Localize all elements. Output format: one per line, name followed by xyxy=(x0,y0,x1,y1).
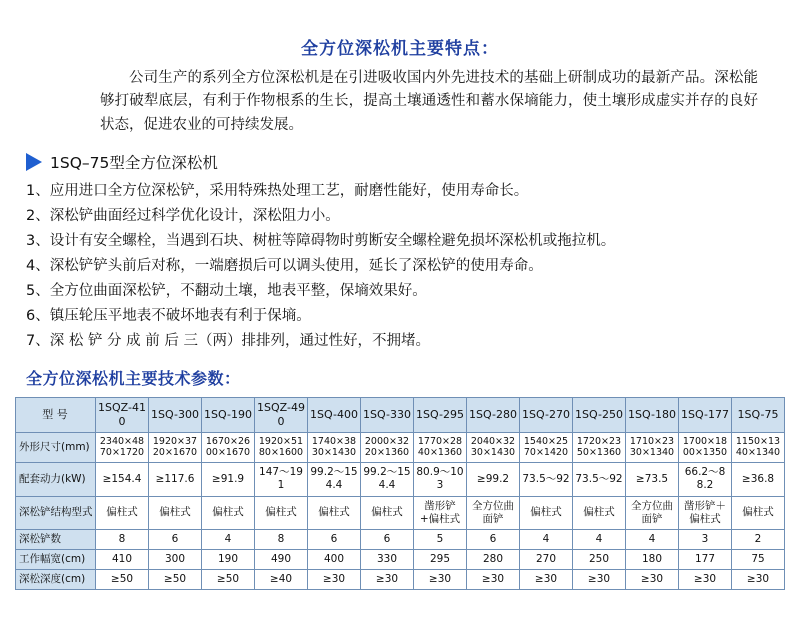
table-cell: 4 xyxy=(573,529,626,549)
table-cell: 4 xyxy=(626,529,679,549)
table-cell: 5 xyxy=(414,529,467,549)
table-cell: 8 xyxy=(96,529,149,549)
table-cell: 偏柱式 xyxy=(149,496,202,529)
table-cell: ≥73.5 xyxy=(626,463,679,496)
list-item: 7、深 松 铲 分 成 前 后 三（两）排排列，通过性好，不拥堵。 xyxy=(26,333,430,350)
table-cell: 偏柱式 xyxy=(361,496,414,529)
table-cell: 177 xyxy=(679,549,732,569)
table-header-cell: 1SQZ-490 xyxy=(255,398,308,433)
table-header-cell: 型 号 xyxy=(16,398,96,433)
table-cell: ≥30 xyxy=(520,570,573,590)
table-cell: 1700×1800×1350 xyxy=(679,432,732,463)
list-item: 5、全方位曲面深松铲，不翻动土壤，地表平整，保墒效果好。 xyxy=(26,283,427,300)
table-cell: 295 xyxy=(414,549,467,569)
table-cell: 1920×5180×1600 xyxy=(255,432,308,463)
table-cell: ≥36.8 xyxy=(732,463,785,496)
table-cell: ≥30 xyxy=(361,570,414,590)
row-label: 深松深度(cm) xyxy=(16,570,96,590)
model-name-label: 1SQ–75型全方位深松机 xyxy=(50,154,218,173)
table-cell: 凿形铲+偏柱式 xyxy=(414,496,467,529)
table-cell: ≥50 xyxy=(202,570,255,590)
table-cell: 6 xyxy=(361,529,414,549)
row-label: 深松铲结构型式 xyxy=(16,496,96,529)
table-cell: 147～191 xyxy=(255,463,308,496)
table-cell: ≥40 xyxy=(255,570,308,590)
table-cell: 280 xyxy=(467,549,520,569)
table-cell: 1720×2350×1360 xyxy=(573,432,626,463)
table-cell: ≥30 xyxy=(308,570,361,590)
table-cell: 1670×2600×1670 xyxy=(202,432,255,463)
table-cell: 250 xyxy=(573,549,626,569)
table-row xyxy=(16,463,785,496)
table-cell: 490 xyxy=(255,549,308,569)
table-cell: 300 xyxy=(149,549,202,569)
table-cell: 2040×3230×1430 xyxy=(467,432,520,463)
list-item: 6、镇压轮压平地表不破坏地表有利于保墒。 xyxy=(26,308,311,325)
list-item: 3、设计有安全螺栓，当遇到石块、树桩等障碍物时剪断安全螺栓避免损坏深松机或拖拉机。 xyxy=(26,233,616,250)
table-cell: ≥50 xyxy=(96,570,149,590)
table-header-cell: 1SQ-250 xyxy=(573,398,626,433)
table-header-cell: 1SQZ-410 xyxy=(96,398,149,433)
table-cell: ≥154.4 xyxy=(96,463,149,496)
table-header-cell: 1SQ-270 xyxy=(520,398,573,433)
table-cell: 1770×2840×1360 xyxy=(414,432,467,463)
row-label: 深松铲数 xyxy=(16,529,96,549)
table-row xyxy=(16,496,785,529)
table-cell: 190 xyxy=(202,549,255,569)
table-cell: 2340×4870×1720 xyxy=(96,432,149,463)
table-row xyxy=(16,570,785,590)
feature-list xyxy=(26,179,770,354)
table-cell: ≥30 xyxy=(732,570,785,590)
table-cell: 偏柱式 xyxy=(255,496,308,529)
table-cell: 99.2～154.4 xyxy=(308,463,361,496)
table-header-cell: 1SQ-180 xyxy=(626,398,679,433)
table-cell: 80.9～103 xyxy=(414,463,467,496)
table-header-cell: 1SQ-190 xyxy=(202,398,255,433)
list-item: 1、应用进口全方位深松铲，采用特殊热处理工艺，耐磨性能好，使用寿命长。 xyxy=(26,183,529,200)
table-cell: 180 xyxy=(626,549,679,569)
table-cell: 全方位曲面铲 xyxy=(467,496,520,529)
table-cell: 4 xyxy=(520,529,573,549)
page-title: 全方位深松机主要特点： xyxy=(301,39,499,59)
table-cell: ≥30 xyxy=(467,570,520,590)
document-page xyxy=(0,34,800,634)
table-cell: 6 xyxy=(467,529,520,549)
table-cell: 全方位曲面铲 xyxy=(626,496,679,529)
table-cell: ≥30 xyxy=(414,570,467,590)
row-label: 工作幅宽(cm) xyxy=(16,549,96,569)
table-cell: 凿形铲＋偏柱式 xyxy=(679,496,732,529)
table-header-cell: 1SQ-177 xyxy=(679,398,732,433)
spec-section-title: 全方位深松机主要技术参数： xyxy=(26,369,241,389)
table-cell: 66.2～88.2 xyxy=(679,463,732,496)
list-item: 4、深松铲铲头前后对称，一端磨损后可以调头使用，延长了深松铲的使用寿命。 xyxy=(26,258,543,275)
spec-table xyxy=(15,397,785,590)
row-label: 外形尺寸(mm) xyxy=(16,432,96,463)
table-row xyxy=(16,549,785,569)
table-header-cell: 1SQ-300 xyxy=(149,398,202,433)
table-cell: 2 xyxy=(732,529,785,549)
table-cell: 6 xyxy=(308,529,361,549)
table-cell: 270 xyxy=(520,549,573,569)
table-header-cell: 1SQ-330 xyxy=(361,398,414,433)
table-cell: 偏柱式 xyxy=(308,496,361,529)
table-header-cell: 1SQ-75 xyxy=(732,398,785,433)
table-header-cell: 1SQ-400 xyxy=(308,398,361,433)
table-cell: 1540×2570×1420 xyxy=(520,432,573,463)
table-cell: 1710×2330×1340 xyxy=(626,432,679,463)
blue-arrow-icon xyxy=(26,153,42,171)
table-cell: 3 xyxy=(679,529,732,549)
table-cell: 73.5～92 xyxy=(573,463,626,496)
table-cell: ≥30 xyxy=(626,570,679,590)
row-label: 配套动力(kW) xyxy=(16,463,96,496)
table-header-cell: 1SQ-280 xyxy=(467,398,520,433)
table-cell: 6 xyxy=(149,529,202,549)
table-cell: ≥30 xyxy=(679,570,732,590)
table-cell: 410 xyxy=(96,549,149,569)
table-cell: 99.2～154.4 xyxy=(361,463,414,496)
table-cell: 偏柱式 xyxy=(732,496,785,529)
table-cell: 偏柱式 xyxy=(520,496,573,529)
table-cell: 1150×1340×1340 xyxy=(732,432,785,463)
table-cell: 1740×3830×1430 xyxy=(308,432,361,463)
table-cell: ≥99.2 xyxy=(467,463,520,496)
table-cell: 330 xyxy=(361,549,414,569)
table-row xyxy=(16,432,785,463)
table-cell: 400 xyxy=(308,549,361,569)
table-cell: ≥91.9 xyxy=(202,463,255,496)
table-cell: 75 xyxy=(732,549,785,569)
model-heading xyxy=(26,151,800,173)
table-cell: 1920×3720×1670 xyxy=(149,432,202,463)
table-cell: ≥30 xyxy=(573,570,626,590)
intro-paragraph: 公司生产的系列全方位深松机是在引进吸收国内外先进技术的基础上研制成功的最新产品。深松能 够打破犁底层，有利于作物根系的生长，提高土壤通透性和蓄水保墒能力，使土壤形成虚实并存的良好状态，促进农业的可持续发展。 xyxy=(100,70,758,133)
table-cell: 偏柱式 xyxy=(96,496,149,529)
table-header-cell: 1SQ-295 xyxy=(414,398,467,433)
table-cell: ≥117.6 xyxy=(149,463,202,496)
table-cell: 2000×3220×1360 xyxy=(361,432,414,463)
list-item: 2、深松铲曲面经过科学优化设计，深松阻力小。 xyxy=(26,208,340,225)
table-cell: 4 xyxy=(202,529,255,549)
table-cell: 偏柱式 xyxy=(202,496,255,529)
table-header-row xyxy=(16,398,785,433)
table-cell: ≥50 xyxy=(149,570,202,590)
table-cell: 偏柱式 xyxy=(573,496,626,529)
table-row xyxy=(16,529,785,549)
table-cell: 8 xyxy=(255,529,308,549)
table-cell: 73.5～92 xyxy=(520,463,573,496)
